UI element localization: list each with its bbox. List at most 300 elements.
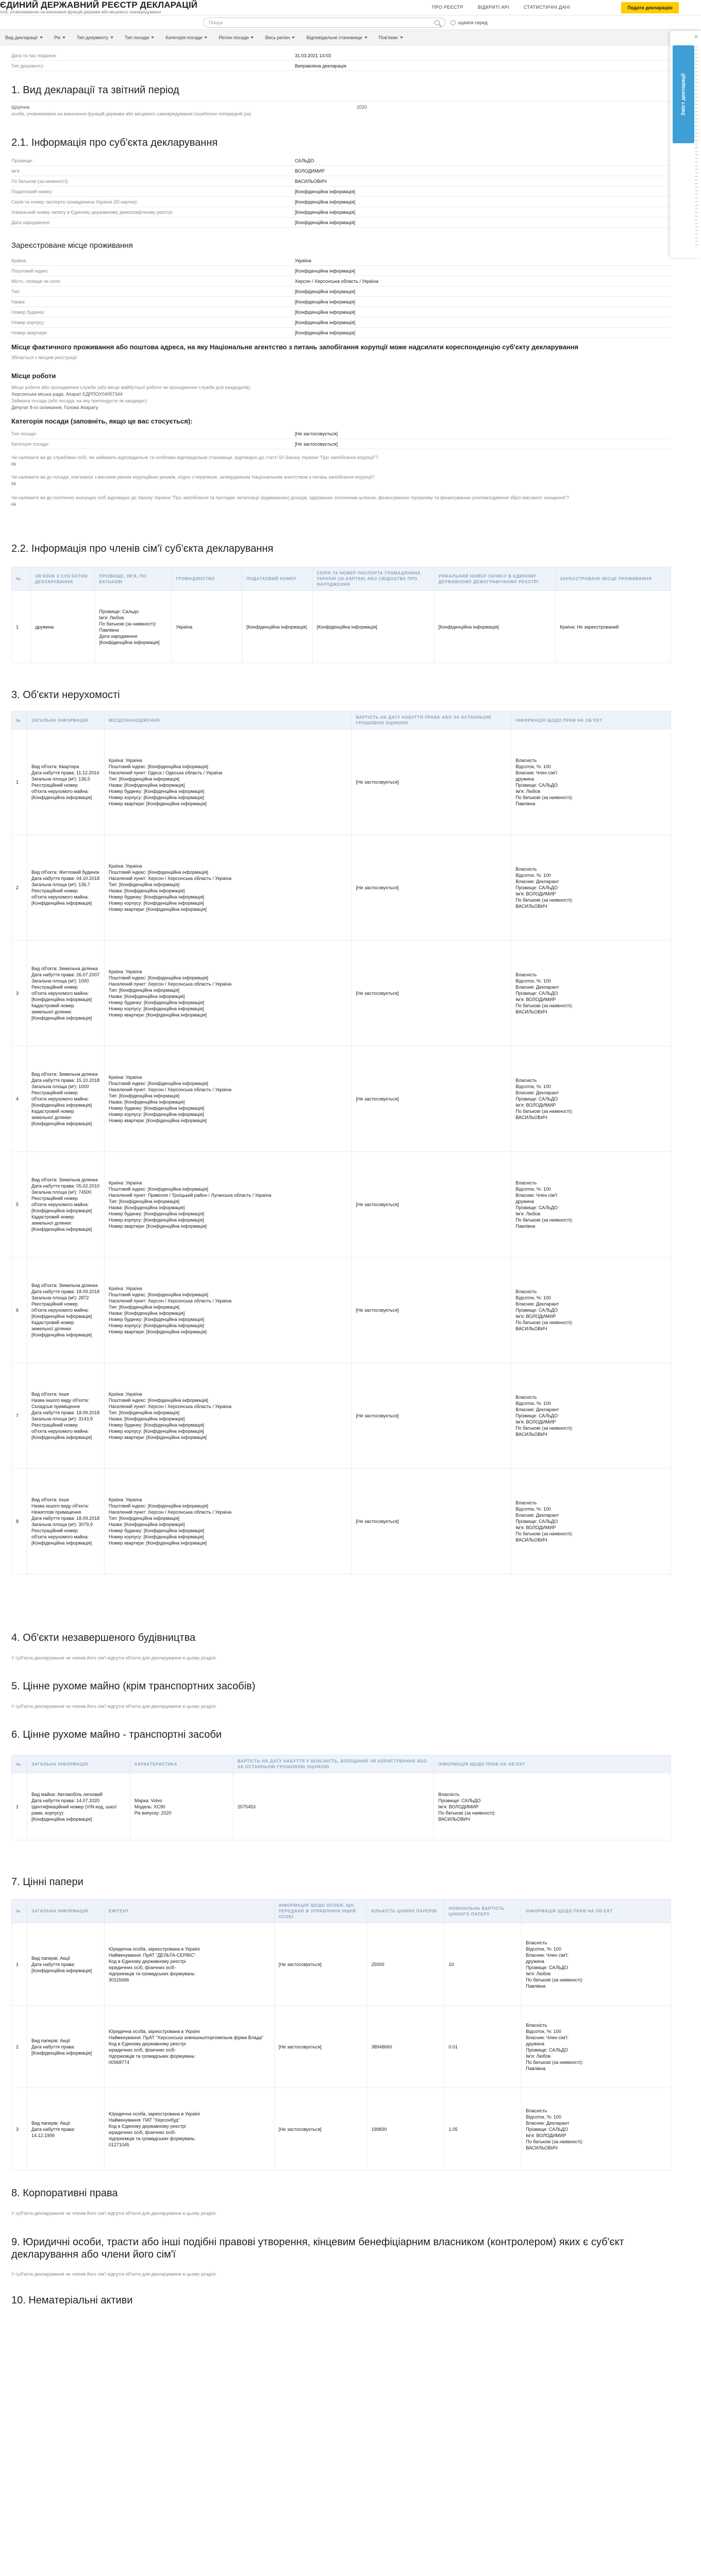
question-text: Чи належите ви до службових осіб, які займають відповідальне та особливо відповідальне становище, відповідно до статті 50 Закону України "Про запобігання корупції"? xyxy=(11,455,379,460)
cell-cost: [Не застосовується] xyxy=(352,1046,511,1152)
cell-line: Ім'я: ВОЛОДИМИР xyxy=(515,1103,556,1108)
search-icon[interactable] xyxy=(435,20,440,25)
cell-line: підприємців та громадських формувань: xyxy=(108,2136,196,2141)
securities-table xyxy=(11,1899,671,2171)
cell-cost: [Не застосовується] xyxy=(352,1363,511,1469)
cell-line: Поштовий індекс: [Конфіденційна інформація] xyxy=(108,764,208,769)
table-header-row xyxy=(12,711,671,730)
cell-line: Реєстраційний номер xyxy=(31,985,78,990)
cell-line: Номер будинку: [Конфіденційна інформація] xyxy=(108,1528,205,1533)
info-key: Прізвище: xyxy=(11,158,34,163)
meta-value: Виправлена декларація xyxy=(295,63,346,69)
cell-characteristics xyxy=(130,1773,233,1840)
cell-registration: Країна: Не зареєстрований xyxy=(556,591,671,663)
cell-line: Номер корпусу: [Конфіденційна інформація] xyxy=(108,1006,204,1011)
cell-line: По батькові (за наявності): xyxy=(515,1109,573,1114)
cell-line: Номер квартири: [Конфіденційна інформація] xyxy=(108,1540,207,1546)
filter-label: Регіон посади xyxy=(219,35,249,40)
question-text: Чи належите ви до політично значущих осіб відповідно до Закону України "Про запобігання та протидію легалізації (відмиванню) доходів, одержаних злочинним шляхом, фінансуванню тероризму та фінансуванню розповсюдження зброї масового знищення"? xyxy=(11,495,570,500)
cell-line: Юридична особа, зареєстрована в Україні xyxy=(108,1946,200,1952)
vehicles-table xyxy=(11,1755,671,1840)
cell-line: Країна: Україна xyxy=(108,1075,142,1080)
cell-general xyxy=(27,2088,104,2171)
nav-link-stats[interactable]: СТАТИСТИЧНІ ДАНІ xyxy=(523,5,571,10)
cell-rights xyxy=(434,1773,671,1840)
section-title: 10. Нематеріальні активи xyxy=(11,2295,133,2306)
info-key: Номер будинку: xyxy=(11,309,45,315)
cell-line: Найменування: ПрАТ "ДЕЛЬТА-СЕРВІС" xyxy=(108,1952,196,1958)
column-header: ЗАРЕЄСТРОВАНЕ МІСЦЕ ПРОЖИВАННЯ xyxy=(556,567,671,591)
cell-general xyxy=(27,1469,104,1574)
cell-line: Назва: [Конфіденційна інформація] xyxy=(108,783,185,788)
table-row xyxy=(12,1363,671,1469)
cell-line: 30115666 xyxy=(108,1977,129,1982)
cell-line: Назва іншого виду об'єкта: xyxy=(31,1503,89,1509)
cell-line: Відсоток, %: 100 xyxy=(515,764,551,769)
table-header-row xyxy=(12,1900,671,1923)
cell-line: Код в Єдиному державному реєстрі xyxy=(108,2123,186,2129)
empty-note: У суб'єкта декларування чи членів його сім'ї відсутні об'єкти для декларування в цьому розділі. xyxy=(11,2211,217,2216)
search-input[interactable] xyxy=(203,18,445,28)
logo-title: ЄДИНИЙ ДЕРЖАВНИЙ РЕЄСТР ДЕКЛАРАЦІЙ xyxy=(0,0,198,10)
filter-label: Тип документу xyxy=(76,35,109,40)
cell-line: Дата набуття права: 18.09.2018 xyxy=(31,1410,100,1415)
cell-general xyxy=(27,1152,104,1258)
cell-line: Дата набуття права: 15.10.2018 xyxy=(31,1078,100,1083)
filter-dropdown[interactable] xyxy=(5,35,43,40)
s1-type xyxy=(11,104,295,117)
info-row xyxy=(11,276,671,286)
cell-line: Населений пункт: Херсон / Херсонська область / Україна xyxy=(108,1510,231,1515)
cell-line: Код в Єдиному державному реєстрі xyxy=(108,2041,186,2046)
cell-line: Населений пункт: Херсон / Херсонська область / Україна xyxy=(108,1087,231,1092)
cell-line: Дата набуття права: 18.09.2018 xyxy=(31,1516,100,1521)
cell-line: Власник: Декларант xyxy=(515,985,559,990)
info-value: [Конфіденційна інформація] xyxy=(295,319,356,325)
column-header: ПОДАТКОВИЙ НОМЕР xyxy=(242,567,313,591)
cell-line: Ім'я: Любов xyxy=(526,2053,551,2059)
cell-number: 1 xyxy=(12,1923,27,2006)
filter-dropdown[interactable] xyxy=(379,35,403,40)
table-row xyxy=(12,2006,671,2088)
question-2 xyxy=(11,474,671,487)
section-title: 3. Об'єкти нерухомості xyxy=(11,689,120,701)
cell-tax: [Конфіденційна інформація] xyxy=(242,591,313,663)
filter-label: Категорія посади xyxy=(165,35,203,40)
cell-line: Номер корпусу: [Конфіденційна інформація] xyxy=(108,1429,204,1434)
cell-number: 4 xyxy=(12,1046,27,1152)
search-checkbox-label: шукати серед xyxy=(458,20,488,25)
info-value: ВАСИЛЬОВИЧ xyxy=(295,178,327,184)
cell-line: Номер квартири: [Конфіденційна інформація] xyxy=(108,1224,207,1229)
cell-general xyxy=(27,730,104,835)
cell-line: Тип: [Конфіденційна інформація] xyxy=(108,988,180,993)
column-header: ЗАГАЛЬНА ІНФОРМАЦІЯ xyxy=(27,711,104,730)
filter-dropdown[interactable] xyxy=(125,35,154,40)
cell-line: Відсоток, %: 100 xyxy=(515,1295,551,1300)
cell-line: Дата набуття права: 11.12.2014 xyxy=(31,770,99,775)
cell-line: Павлівна xyxy=(515,1224,536,1229)
cell-line: Власність xyxy=(526,2022,547,2028)
cell-line: Населений пункт: Херсон / Херсонська область / Україна xyxy=(108,876,231,881)
close-icon[interactable]: × xyxy=(694,33,698,40)
cell-line: Юридична особа, зареєстрована в Україні xyxy=(108,2028,200,2034)
filter-dropdown[interactable] xyxy=(77,35,113,40)
cell-number: 3 xyxy=(12,2088,27,2171)
chevron-down-icon xyxy=(364,37,368,39)
cell-general xyxy=(27,941,104,1046)
cell-nominal: 1.05 xyxy=(444,2088,522,2171)
cell-line: 00968774 xyxy=(108,2059,129,2065)
filter-dropdown[interactable] xyxy=(165,35,207,40)
cell-line: об'єкта нерухомого майна: xyxy=(31,789,89,794)
cell-line: По батькові (за наявності): xyxy=(438,1810,496,1816)
chevron-down-icon xyxy=(251,37,254,39)
cell-line: Загальна площа (м²): 3143,9 xyxy=(31,1416,93,1421)
cell-line: Дата набуття права: xyxy=(31,1961,75,1967)
question-answer: Ні xyxy=(11,502,16,507)
cell-line: Прізвище: САЛЬДО xyxy=(438,1798,481,1803)
toc-widget-label: Зміст декларації xyxy=(680,73,687,116)
subsection-title: Категорія посади (заповніть, якщо це вас стосується): xyxy=(11,417,193,425)
cell-line: Країна: Україна xyxy=(108,758,142,763)
cell-management: [Не застосовується] xyxy=(274,2006,367,2088)
cell-line: Дата набуття права: 04.10.2018 xyxy=(31,876,100,881)
cell-line: [Конфіденційна інформація] xyxy=(31,1332,92,1337)
cell-line: Ім'я: ВОЛОДИМИР xyxy=(515,1314,556,1319)
cell-line: ВАСИЛЬОВИЧ xyxy=(515,1326,547,1331)
info-row xyxy=(11,217,671,228)
cell-line: земельної ділянки: xyxy=(31,1221,72,1226)
cell-line: Номер корпусу: [Конфіденційна інформація] xyxy=(108,1112,204,1117)
info-key: Поштовий індекс: xyxy=(11,268,49,274)
cell-line: По батькові (за наявності): xyxy=(515,897,573,903)
cell-number: 8 xyxy=(12,1469,27,1574)
cell-line: По батькові (за наявності): xyxy=(526,2059,583,2065)
chevron-down-icon xyxy=(400,37,403,39)
cell-cost: [Не застосовується] xyxy=(352,1152,511,1258)
cell-location xyxy=(104,1258,352,1363)
table-header-row xyxy=(12,1755,671,1773)
cell-line: Найменування: ПАТ "Херсонбуд" xyxy=(108,2117,180,2123)
cell-line: Рік випуску: 2020 xyxy=(134,1810,172,1816)
cell-line: Номер корпусу: [Конфіденційна інформація] xyxy=(108,795,204,800)
cell-line: Номер корпусу: [Конфіденційна інформація] xyxy=(108,1217,204,1223)
cell-line: Реєстраційний номер xyxy=(31,1196,78,1201)
cell-cost: [Не застосовується] xyxy=(352,941,511,1046)
table-row xyxy=(12,941,671,1046)
cell-line: Номер квартири: [Конфіденційна інформація] xyxy=(108,1012,207,1018)
submit-declaration-button[interactable]: Подати декларацію xyxy=(621,2,679,13)
cell-line: По батькові (за наявності): xyxy=(515,1426,573,1431)
cell-line: Вид об'єкта: Земельна ділянка xyxy=(31,1072,98,1077)
cell-line: [Конфіденційна інформація] xyxy=(31,1540,92,1546)
cell-cost: [Не застосовується] xyxy=(352,1469,511,1574)
info-key: По батькові (за наявності): xyxy=(11,178,69,184)
cell-number: 2 xyxy=(12,835,27,941)
filter-label: Весь регіон xyxy=(265,35,290,40)
cell-line: Дата народження: xyxy=(99,633,139,639)
cell-line: Власність xyxy=(515,1289,537,1294)
cell-rights xyxy=(511,835,671,941)
cell-general xyxy=(27,2006,104,2088)
cell-cost: [Не застосовується] xyxy=(352,835,511,941)
info-row xyxy=(11,176,671,187)
cell-line: Прізвище: САЛЬДО xyxy=(515,1205,558,1210)
cell-line: Населений пункт: Привілля / Троїцький район / Луганська область / Україна xyxy=(108,1193,272,1198)
cell-line: Номер будинку: [Конфіденційна інформація] xyxy=(108,1211,205,1216)
cell-line: Марка: Volvo xyxy=(134,1798,162,1803)
search-checkbox[interactable] xyxy=(450,20,488,25)
chevron-down-icon xyxy=(204,37,207,39)
cell-management: [Не застосовується] xyxy=(274,2088,367,2171)
cell-issuer xyxy=(104,1923,274,2006)
cell-line: Вид паперів: Акції xyxy=(31,2120,70,2126)
cell-line: земельної ділянки: xyxy=(31,1009,72,1014)
column-header: ІНФОРМАЦІЯ ЩОДО ПРАВ НА ОБ'ЄКТ xyxy=(511,711,671,730)
section-title: 1. Вид декларації та звітний період xyxy=(11,84,179,96)
cell-line: Назва: [Конфіденційна інформація] xyxy=(108,1416,185,1421)
cell-line: По батькові (за наявності): xyxy=(526,2139,583,2144)
cell-line: Відсоток, %: 100 xyxy=(515,1187,551,1192)
cell-general xyxy=(27,1046,104,1152)
toc-widget-button[interactable] xyxy=(673,45,694,143)
cell-number: 1 xyxy=(12,1773,27,1840)
cell-line: об'єкта нерухомого майна: xyxy=(31,1534,89,1539)
cell-line: Загальна площа (м²): 74500 xyxy=(31,1190,92,1195)
cat-key: Тип посади: xyxy=(11,431,37,436)
cell-line: Прізвище: САЛЬДО xyxy=(515,1413,558,1418)
cell-quantity: 38948660 xyxy=(367,2006,444,2088)
cell-line: Прізвище: САЛЬДО xyxy=(515,991,558,996)
cell-cost: [Не застосовується] xyxy=(352,1258,511,1363)
cell-line: Ім'я: ВОЛОДИМИР xyxy=(515,997,556,1002)
scroll-indicator xyxy=(695,46,699,248)
empty-note: У суб'єкта декларування чи членів його сім'ї відсутні об'єкти для декларування в цьому розділі. xyxy=(11,1655,217,1660)
filter-dropdown[interactable] xyxy=(306,35,367,40)
cell-rights xyxy=(511,1258,671,1363)
empty-note: У суб'єкта декларування чи членів його сім'ї відсутні об'єкти для декларування в цьому розділі. xyxy=(11,2272,217,2277)
cell-line: Поштовий індекс: [Конфіденційна інформація] xyxy=(108,1187,208,1192)
cell-line: Ім'я: Любов xyxy=(515,789,541,794)
cell-line: Кадастровий номер xyxy=(31,1109,74,1114)
info-key: Податковий номер: xyxy=(11,189,53,194)
cell-line: Тип: [Конфіденційна інформація] xyxy=(108,1093,180,1098)
section-title: 9. Юридичні особи, трасти або інші подібні правові утворення, кінцевим бенефіціарним власником (контролером) яких є суб'єкт декларування або члени його сім'ї xyxy=(11,2236,624,2260)
cell-line: Відсоток, %: 100 xyxy=(515,1401,551,1406)
cell-line: Загальна площа (м²): 2872 xyxy=(31,1295,89,1300)
cell-line: Країна: Україна xyxy=(108,1392,142,1397)
section-title: 5. Цінне рухоме майно (крім транспортних засобів) xyxy=(11,1681,256,1692)
cell-location xyxy=(104,941,352,1046)
cat-key: Категорія посади: xyxy=(11,441,49,447)
s1-type-sub: особи, уповноважені на виконання функцій держави або місцевого самоврядування (ошибочно попередній рік) xyxy=(11,111,252,116)
cell-line: Країна: Україна xyxy=(108,863,142,869)
cell-line: Загальна площа (м²): 1000 xyxy=(31,978,89,984)
cell-line: Павлівна xyxy=(526,2065,546,2071)
cell-line: Власник: Декларант xyxy=(515,879,559,884)
cell-line: Загальна площа (м²): 136,7 xyxy=(31,882,90,887)
cell-line: [Конфіденційна інформація] xyxy=(31,1816,92,1822)
section-title: 2.2. Інформація про членів сім'ї суб'єкта декларування xyxy=(11,543,274,554)
cell-management: [Не застосовується] xyxy=(274,1923,367,2006)
filter-dropdown[interactable] xyxy=(265,35,295,40)
info-row xyxy=(11,156,671,166)
cat-value: [Не застосовується] xyxy=(295,431,338,436)
cell-line: Вид об'єкта: Квартира xyxy=(31,764,79,769)
table-row xyxy=(12,1046,671,1152)
cell-line: Вид об'єкта: Інше xyxy=(31,1497,69,1502)
cat-value: [Не застосовується] xyxy=(295,441,338,447)
cell-line: Реєстраційний номер xyxy=(31,1301,78,1307)
cell-number: 3 xyxy=(12,941,27,1046)
column-header: ЗВ'ЯЗОК З СУБ'ЄКТОМ ДЕКЛАРУВАННЯ xyxy=(31,567,95,591)
cell-location xyxy=(104,730,352,835)
cell-name xyxy=(95,591,172,663)
cell-line: Назва іншого виду об'єкта: xyxy=(31,1398,89,1403)
cell-issuer xyxy=(104,2006,274,2088)
info-row xyxy=(11,187,671,197)
cell-line: Поштовий індекс: [Конфіденційна інформація] xyxy=(108,1398,208,1403)
question-3 xyxy=(11,495,671,508)
cell-line: Прізвище: САЛЬДО xyxy=(515,1519,558,1524)
filter-dropdown[interactable] xyxy=(54,35,65,40)
filter-label: Вид декларації xyxy=(5,35,38,40)
cell-line: Власник: Член сім'ї: xyxy=(515,1193,559,1198)
radio-icon[interactable] xyxy=(450,20,456,25)
info-key: Номер корпусу: xyxy=(11,319,45,325)
nav-link-api[interactable]: ВІДКРИТІ API xyxy=(477,5,509,10)
cell-line: Номер квартири: [Конфіденційна інформація] xyxy=(108,1435,207,1440)
cell-line: Власність xyxy=(515,1500,537,1505)
cell-line: Загальна площа (м²): 136,5 xyxy=(31,776,90,782)
cell-line: Номер будинку: [Конфіденційна інформація] xyxy=(108,894,205,900)
info-row xyxy=(11,286,671,297)
cell-line: Ім'я: ВОЛОДИМИР xyxy=(515,1525,556,1530)
cell-line: 14.12.1999 xyxy=(31,2132,55,2138)
cell-number: 1 xyxy=(12,591,31,663)
info-key: Ім'я: xyxy=(11,168,21,174)
cell-line: юридичних осіб, фізичних осіб- xyxy=(108,2129,176,2135)
cell-line: Відсоток, %: 100 xyxy=(515,873,551,878)
cell-line: дружина xyxy=(526,2041,544,2046)
cell-line: Назва: [Конфіденційна інформація] xyxy=(108,1099,185,1105)
cell-location xyxy=(104,1469,352,1574)
cell-line: об'єкта нерухомого майна: xyxy=(31,1308,89,1313)
info-key: Дата народження: xyxy=(11,219,51,225)
cell-line: Тип: [Конфіденційна інформація] xyxy=(108,1199,180,1204)
cell-line: Дата набуття права: 05.02.2010 xyxy=(31,1183,100,1189)
info-value: Україна xyxy=(295,258,311,263)
filter-dropdown[interactable] xyxy=(219,35,254,40)
cell-general xyxy=(27,835,104,941)
cell-line: Складські приміщення xyxy=(31,1404,80,1409)
section-title: 7. Цінні папери xyxy=(11,1876,84,1888)
cell-line: ВАСИЛЬОВИЧ xyxy=(515,1115,547,1120)
cell-line: Країна: Україна xyxy=(108,1286,142,1291)
cell-line: Загальна площа (м²): 1000 xyxy=(31,1084,89,1089)
column-header: № xyxy=(12,567,31,591)
info-row xyxy=(11,297,671,307)
cell-line: юридичних осіб, фізичних осіб- xyxy=(108,1964,176,1970)
column-header: ІНФОРМАЦІЯ ЩОДО ОСОБИ, ЩО ПЕРЕДАНО В УПРАВЛІННЯ ІНШІЙ ОСОБІ xyxy=(274,1900,367,1923)
info-row xyxy=(11,328,671,338)
table-header-row xyxy=(12,567,671,591)
cell-line: Тип: [Конфіденційна інформація] xyxy=(108,1410,180,1415)
top-header xyxy=(0,0,701,15)
logo[interactable] xyxy=(0,1,227,14)
cell-line: [Конфіденційна інформація] xyxy=(31,1103,92,1108)
work-block xyxy=(11,384,671,411)
cell-line: Загальна площа (м²): 3079,9 xyxy=(31,1522,93,1527)
nav-link-about[interactable]: ПРО РЕЄСТР xyxy=(432,5,463,10)
subsection-title: Місце роботи xyxy=(11,372,56,380)
cell-line: підприємців та громадських формувань: xyxy=(108,2053,196,2059)
cell-location xyxy=(104,1046,352,1152)
filter-label: Рік xyxy=(54,35,60,40)
cell-line: Тип: [Конфіденційна інформація] xyxy=(108,776,180,782)
table-row xyxy=(12,2088,671,2171)
cell-line: [Конфіденційна інформація] xyxy=(31,795,92,800)
cell-line: Реєстраційний номер xyxy=(31,1090,78,1095)
filter-label: Тип посади xyxy=(125,35,149,40)
cell-line: Населений пункт: Херсон / Херсонська область / Україна xyxy=(108,1298,231,1303)
cell-line: Власність xyxy=(515,1078,537,1083)
cell-line: дружина xyxy=(526,1958,544,1964)
s1-type-value: Щорічна xyxy=(11,105,30,110)
cell-line: Номер квартири: [Конфіденційна інформація] xyxy=(108,1118,207,1123)
cell-line: Прізвище: САЛЬДО xyxy=(526,1964,569,1970)
cell-line: Власник: Декларант xyxy=(515,1301,559,1307)
s1-year: 2020 xyxy=(357,105,368,110)
cell-line: Відсоток, %: 100 xyxy=(515,1084,551,1089)
cell-general xyxy=(27,1258,104,1363)
cell-line: Ім'я: Любов xyxy=(99,615,124,620)
cell-line: Власник: Член сім'ї: xyxy=(526,2035,569,2040)
cell-line: ВАСИЛЬОВИЧ xyxy=(515,1537,547,1543)
cell-line: [Конфіденційна інформація] xyxy=(31,1314,92,1319)
cell-line: [Конфіденційна інформація] xyxy=(31,1435,92,1440)
cell-line: Номер будинку: [Конфіденційна інформація] xyxy=(108,1000,205,1005)
top-nav xyxy=(432,5,570,10)
column-header: ХАРАКТЕРИСТИКА xyxy=(130,1755,233,1773)
meta-row xyxy=(11,61,671,71)
cell-quantity: 25000 xyxy=(367,1923,444,2006)
cell-line: Номер квартири: [Конфіденційна інформація] xyxy=(108,1329,207,1334)
cell-line: Відсоток, %: 100 xyxy=(526,1946,561,1952)
cell-line: Код в Єдиному державному реєстрі xyxy=(108,1958,186,1964)
cell-passport: [Конфіденційна інформація] xyxy=(312,591,434,663)
cell-line: Вид об'єкта: Інше xyxy=(31,1392,69,1397)
cell-line: Назва: [Конфіденційна інформація] xyxy=(108,994,185,999)
cell-line: Вид об'єкта: Земельна ділянка xyxy=(31,1283,98,1288)
meta-value: 31.03.2021 14:03 xyxy=(295,53,331,58)
cell-line: Тип: [Конфіденційна інформація] xyxy=(108,1304,180,1310)
cell-general xyxy=(27,1923,104,2006)
table-row xyxy=(12,730,671,835)
section-title: 2.1. Інформація про суб'єкта декларування xyxy=(11,137,218,148)
cell-number: 6 xyxy=(12,1258,27,1363)
cell-line: Власник: Декларант xyxy=(526,2120,570,2126)
cell-line: Модель: XC90 xyxy=(134,1804,165,1809)
position-value: Депутат 8-го скликання, Голова Апарату xyxy=(11,405,98,410)
cell-line: [Конфіденційна інформація] xyxy=(31,1208,92,1213)
cell-number: 7 xyxy=(12,1363,27,1469)
cell-line: Тип: [Конфіденційна інформація] xyxy=(108,882,180,887)
cell-number: 5 xyxy=(12,1152,27,1258)
chevron-down-icon xyxy=(292,37,295,39)
work-value: Херсонська міська рада, Апарат ЄДРПОУ04057344 xyxy=(11,392,123,397)
